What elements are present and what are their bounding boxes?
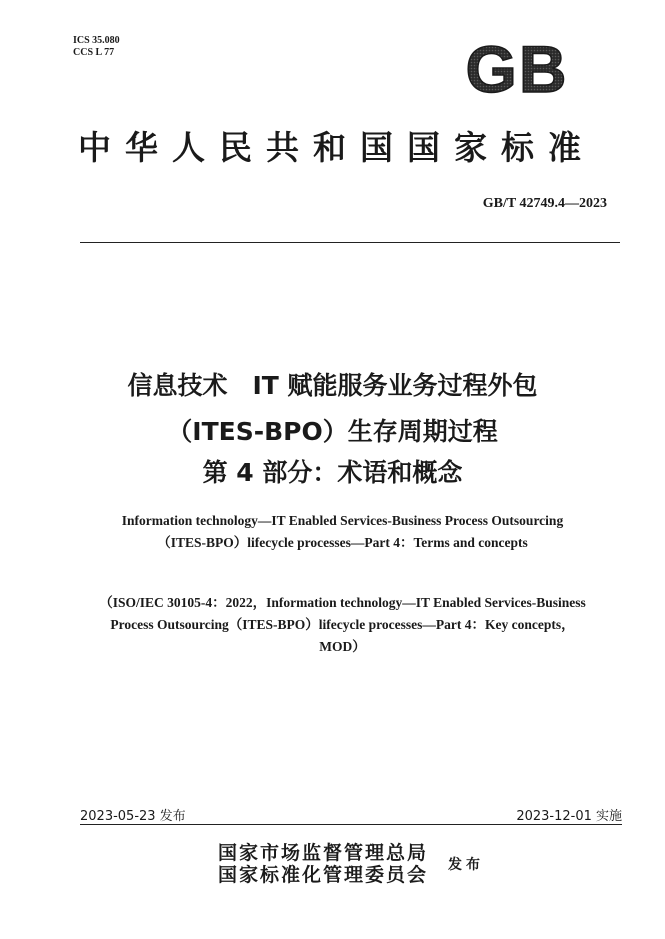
iso-reference-line-2: Process Outsourcing（ITES-BPO）lifecycle processes—Part 4：Key concepts， bbox=[110, 617, 575, 632]
standard-code: GB/T 42749.4—2023 bbox=[482, 196, 607, 211]
iso-reference-line-1: （ISO/IEC 30105-4：2022，Information technology—IT Enabled Services-Business bbox=[99, 595, 586, 610]
title-en-line-2: （ITES-BPO）lifecycle processes—Part 4：Terms and concepts bbox=[157, 535, 528, 550]
implement-date: 2023-12-01 实施 bbox=[516, 809, 622, 824]
gb-logo-icon bbox=[452, 40, 582, 98]
classification-codes bbox=[73, 35, 120, 59]
national-standard-title: 中华人民共和国国家标准 bbox=[78, 128, 595, 167]
publish-date: 2023-05-23 发布 bbox=[80, 809, 186, 824]
ccs-code: CCS L 77 bbox=[73, 47, 115, 58]
iso-reference bbox=[40, 592, 645, 658]
gb-logo-text: GB bbox=[465, 40, 569, 98]
title-cn-line-1: 信息技术 IT 赋能服务业务过程外包 bbox=[127, 371, 538, 400]
issuing-authorities bbox=[218, 842, 428, 886]
footer-divider bbox=[80, 824, 622, 825]
ics-code: ICS 35.080 bbox=[73, 35, 120, 46]
title-en bbox=[40, 510, 645, 554]
issuer-samr: 国家市场监督管理总局 bbox=[218, 842, 429, 864]
iso-reference-line-3: MOD） bbox=[319, 639, 366, 654]
title-en-line-1: Information technology—IT Enabled Services-Business Process Outsourcing bbox=[121, 513, 564, 528]
title-cn-line-2: （ITES-BPO）生存周期过程 bbox=[167, 417, 498, 446]
title-cn-line-3: 第 4 部分：术语和概念 bbox=[202, 458, 463, 487]
header-divider bbox=[80, 242, 620, 243]
issue-label: 发布 bbox=[448, 857, 484, 873]
issuer-sac: 国家标准化管理委员会 bbox=[218, 864, 429, 886]
